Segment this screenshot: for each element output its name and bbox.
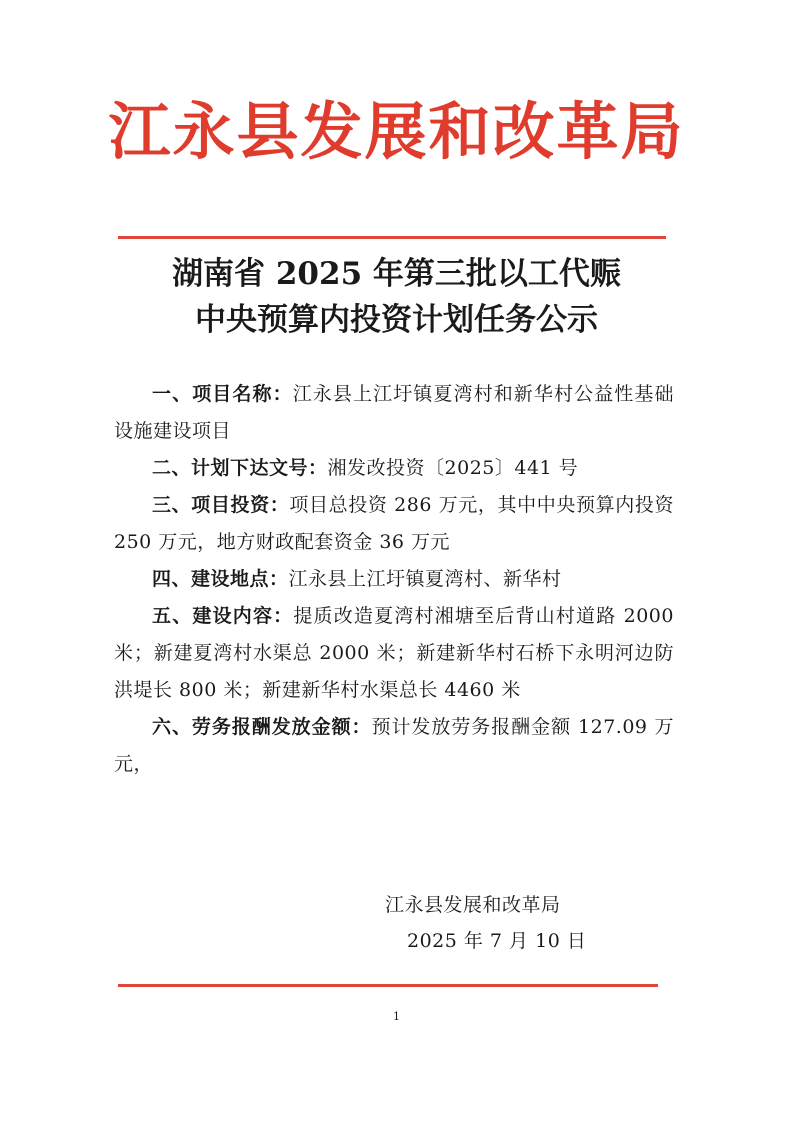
item-investment (114, 487, 674, 561)
page-number: 1 (393, 1010, 400, 1023)
item-text: 江永县上江圩镇夏湾村和新华村公益性基础设施建设项目 (114, 383, 674, 442)
signature-block (385, 887, 586, 959)
item-label: 六、劳务报酬发放金额： (152, 716, 372, 738)
issuing-agency-header: 江永县发展和改革局 (108, 95, 685, 168)
item-location (114, 561, 674, 598)
document-title-line-2: 中央预算内投资计划任务公示 (195, 302, 598, 338)
signature-date: 2025 年 7 月 10 日 (407, 930, 587, 952)
document-body (114, 376, 674, 783)
item-label: 三、项目投资： (152, 494, 290, 516)
item-text: 项目总投资 286 万元，其中中央预算内投资 250 万元，地方财政配套资金 36 万元 (114, 494, 674, 553)
item-document-number (114, 450, 674, 487)
footer-divider-line (118, 984, 658, 987)
document-title-line-1: 湖南省 2025 年第三批以工代赈 (172, 256, 621, 292)
item-text: 湘发改投资〔2025〕441 号 (327, 457, 579, 479)
item-label: 一、项目名称： (152, 383, 293, 405)
signature-org: 江永县发展和改革局 (385, 894, 561, 916)
item-label: 四、建设地点： (152, 568, 289, 590)
item-label: 二、计划下达文号： (152, 457, 328, 479)
item-text: 江永县上江圩镇夏湾村、新华村 (288, 568, 562, 590)
item-labor-payment (114, 709, 674, 783)
item-project-name (114, 376, 674, 450)
item-construction-content (114, 598, 674, 709)
item-text: 预计发放劳务报酬金额 127.09 万元， (114, 716, 674, 775)
item-text: 提质改造夏湾村湘塘至后背山村道路 2000 米；新建夏湾村水渠总 2000 米；新建新华村石桥下永明河边防洪堤长 800 米；新建新华村水渠总长 4460 米 (114, 605, 674, 701)
item-label: 五、建设内容： (152, 605, 294, 627)
header-divider-line (118, 236, 666, 239)
